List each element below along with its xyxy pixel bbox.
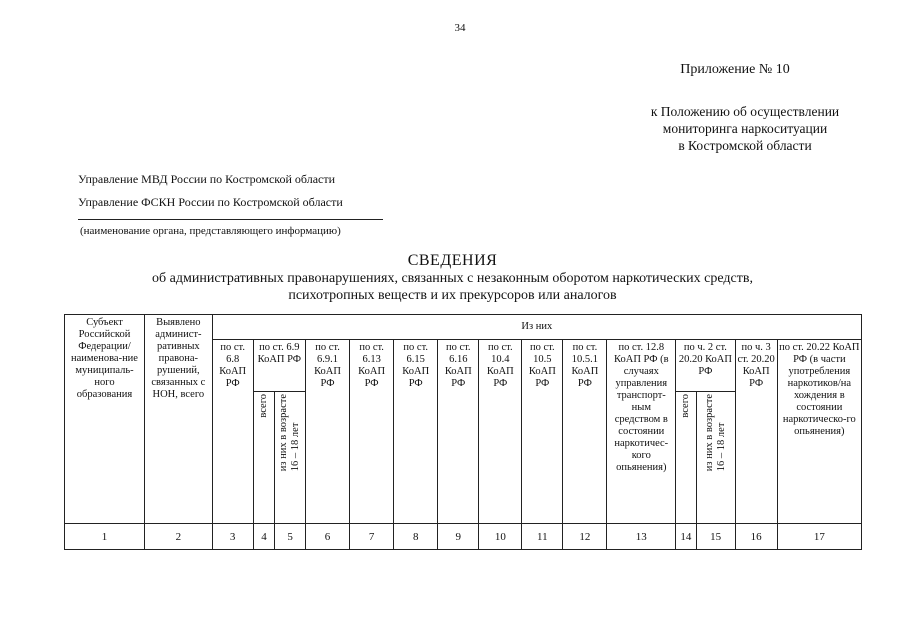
header-art-20-20-p2: по ч. 2 ст. 20.20 КоАП РФ [676, 340, 735, 392]
header-art-6-15: по ст. 6.15 КоАП РФ [394, 340, 438, 524]
org-underline [78, 219, 383, 220]
column-number: 13 [607, 524, 676, 550]
column-number: 1 [65, 524, 145, 550]
column-number: 11 [522, 524, 563, 550]
header-detected-total: Выявлено админист-ративных правона-рушений, связанных с НОН, всего [144, 315, 212, 524]
header-art-20-20-p3: по ч. 3 ст. 20.20 КоАП РФ [735, 340, 777, 524]
column-number: 2 [144, 524, 212, 550]
subtitle-line: психотропных веществ и их прекурсоров или аналогов [288, 288, 617, 303]
column-number: 15 [696, 524, 735, 550]
header-subject: Субъект Российской Федерации/ наименова-ние муниципаль-ного образования [65, 315, 145, 524]
header-art-6-9-1: по ст. 6.9.1 КоАП РФ [305, 340, 349, 524]
regulation-line: мониторинга наркоситуации [662, 121, 828, 136]
appendix-label: Приложение № 10 [680, 62, 790, 77]
document-subtitle [0, 270, 905, 304]
header-art-12-8: по ст. 12.8 КоАП РФ (в случаях управления транспорт-ным средством в состоянии наркотичес-кого опьянения) [607, 340, 676, 524]
org-name-fskn: Управление ФСКН России по Костромской области [78, 195, 343, 209]
column-number: 8 [394, 524, 438, 550]
column-number: 9 [438, 524, 479, 550]
header-art-20-22: по ст. 20.22 КоАП РФ (в части употребления наркотиков/на хождения в состоянии наркотическо-го опьянения) [777, 340, 861, 524]
header-art-20-20-total: всего [676, 392, 697, 524]
regulation-line: в Костромской области [678, 138, 812, 153]
column-number: 5 [275, 524, 306, 550]
header-art-20-20-age: из них в возрасте 16 – 18 лет [696, 392, 735, 524]
header-art-6-9-total: всего [253, 392, 275, 524]
header-art-10-5: по ст. 10.5 КоАП РФ [522, 340, 563, 524]
column-number: 10 [479, 524, 522, 550]
page-number: 34 [454, 22, 466, 34]
header-art-6-9-age: из них в возрасте 16 – 18 лет [275, 392, 306, 524]
document-title: СВЕДЕНИЯ [407, 252, 498, 269]
regulation-reference [610, 103, 880, 154]
header-art-10-4: по ст. 10.4 КоАП РФ [479, 340, 522, 524]
org-caption: (наименование органа, представляющего информацию) [80, 225, 341, 237]
column-number: 4 [253, 524, 275, 550]
subtitle-line: об административных правонарушениях, связанных с незаконным оборотом наркотических средств, [152, 271, 753, 286]
header-art-6-16: по ст. 6.16 КоАП РФ [438, 340, 479, 524]
regulation-line: к Положению об осуществлении [650, 104, 840, 119]
column-number: 14 [676, 524, 697, 550]
header-art-6-8: по ст. 6.8 КоАП РФ [212, 340, 253, 524]
header-of-them: Из них [212, 315, 861, 340]
column-number: 7 [350, 524, 394, 550]
header-art-6-9: по ст. 6.9 КоАП РФ [253, 340, 305, 392]
column-number: 6 [305, 524, 349, 550]
header-art-6-13: по ст. 6.13 КоАП РФ [350, 340, 394, 524]
column-number: 3 [212, 524, 253, 550]
header-art-10-5-1: по ст. 10.5.1 КоАП РФ [563, 340, 607, 524]
org-name-mvd: Управление МВД России по Костромской области [78, 172, 336, 186]
report-table [64, 314, 862, 550]
column-number: 12 [563, 524, 607, 550]
column-number: 17 [777, 524, 861, 550]
column-number: 16 [735, 524, 777, 550]
